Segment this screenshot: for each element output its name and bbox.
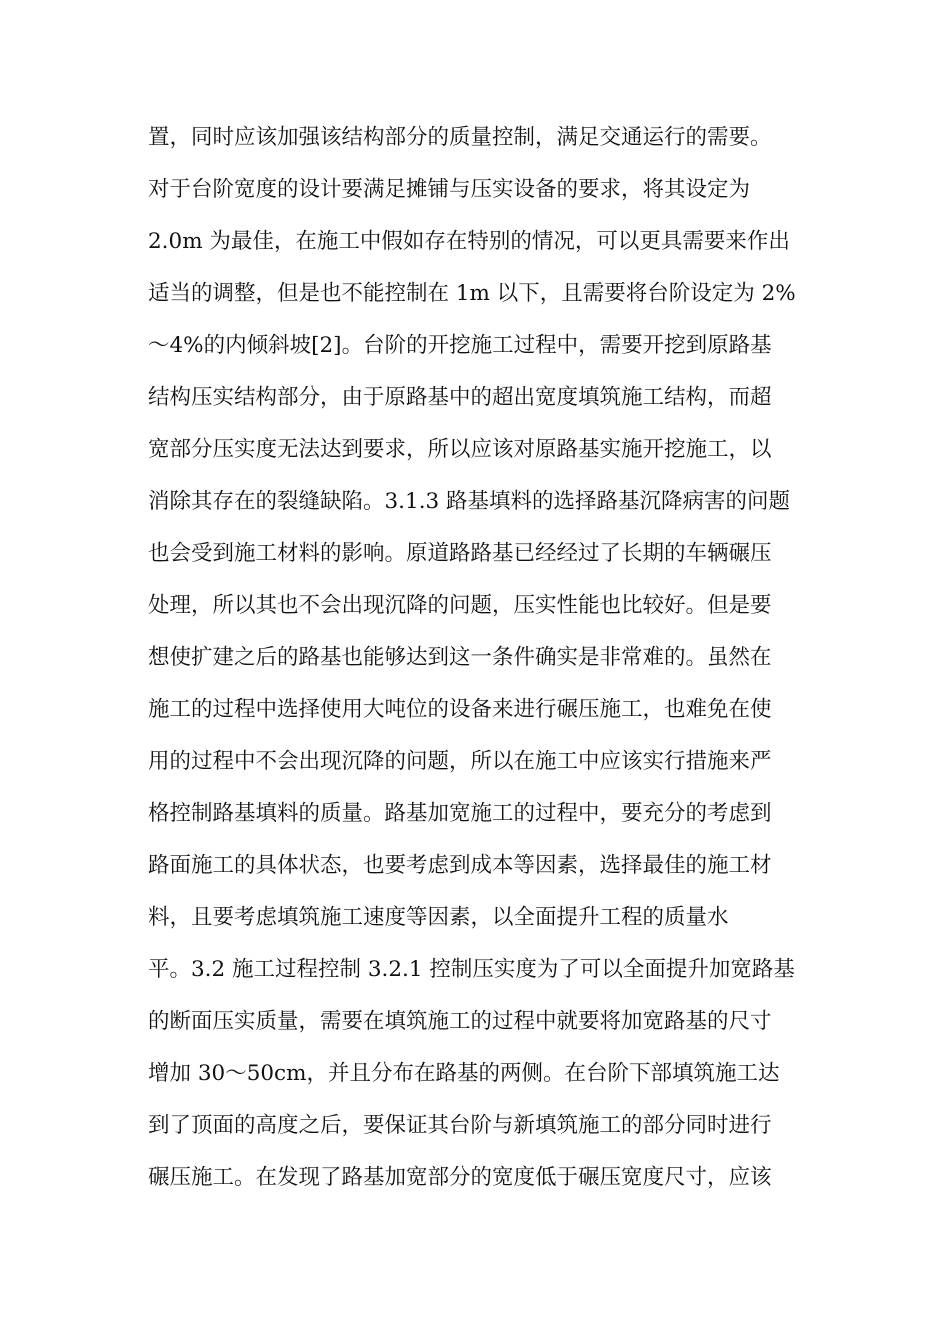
- text-line-16: 料，且要考虑填筑施工速度等因素，以全面提升工程的质量水: [148, 905, 729, 930]
- text-line-13: 用的过程中不会出现沉降的问题，所以在施工中应该实行措施来严: [148, 749, 772, 774]
- text-line-17: 平。3.2 施工过程控制 3.2.1 控制压实度为了可以全面提升加宽路基: [148, 957, 795, 982]
- text-line-21: 碾压施工。在发现了路基加宽部分的宽度低于碾压宽度尺寸，应该: [148, 1165, 772, 1190]
- text-line-9: 也会受到施工材料的影响。原道路路基已经经过了长期的车辆碾压: [148, 541, 772, 566]
- text-line-7: 宽部分压实度无法达到要求，所以应该对原路基实施开挖施工，以: [148, 437, 772, 462]
- text-line-5: ～4%的内倾斜坡[2]。台阶的开挖施工过程中，需要开挖到原路基: [148, 333, 772, 358]
- text-line-8: 消除其存在的裂缝缺陷。3.1.3 路基填料的选择路基沉降病害的问题: [148, 489, 791, 514]
- text-line-18: 的断面压实质量，需要在填筑施工的过程中就要将加宽路基的尺寸: [148, 1009, 772, 1034]
- text-line-15: 路面施工的具体状态，也要考虑到成本等因素，选择最佳的施工材: [148, 853, 772, 878]
- text-line-3: 2.0m 为最佳，在施工中假如存在特别的情况，可以更具需要来作出: [148, 229, 790, 254]
- text-line-4: 适当的调整，但是也不能控制在 1m 以下，且需要将台阶设定为 2%: [148, 281, 796, 306]
- text-line-14: 格控制路基填料的质量。路基加宽施工的过程中，要充分的考虑到: [148, 801, 772, 826]
- text-line-10: 处理，所以其也不会出现沉降的问题，压实性能也比较好。但是要: [148, 593, 772, 618]
- body-text: [148, 118, 808, 1210]
- text-line-11: 想使扩建之后的路基也能够达到这一条件确实是非常难的。虽然在: [148, 645, 772, 670]
- text-line-6: 结构压实结构部分，由于原路基中的超出宽度填筑施工结构，而超: [148, 385, 772, 410]
- text-line-12: 施工的过程中选择使用大吨位的设备来进行碾压施工，也难免在使: [148, 697, 772, 722]
- text-line-2: 对于台阶宽度的设计要满足摊铺与压实设备的要求，将其设定为: [148, 177, 751, 202]
- text-line-20: 到了顶面的高度之后，要保证其台阶与新填筑施工的部分同时进行: [148, 1113, 772, 1138]
- text-line-19: 增加 30～50cm，并且分布在路基的两侧。在台阶下部填筑施工达: [148, 1061, 780, 1086]
- text-line-1: 置，同时应该加强该结构部分的质量控制，满足交通运行的需要。: [148, 125, 772, 150]
